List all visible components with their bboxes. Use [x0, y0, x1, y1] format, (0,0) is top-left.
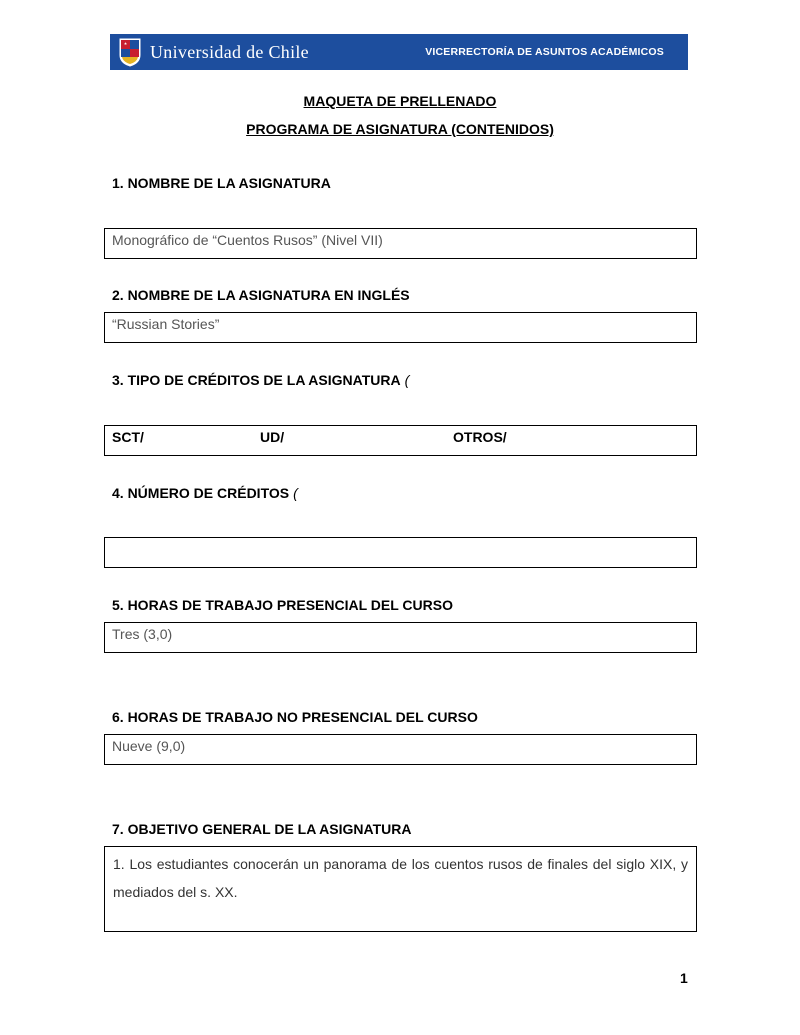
in-person-hours-value: Tres (3,0) — [112, 626, 173, 642]
credit-count-field[interactable] — [104, 537, 697, 568]
section-6-heading: 6. HORAS DE TRABAJO NO PRESENCIAL DEL CURSO — [112, 709, 478, 725]
section-1-heading: 1. NOMBRE DE LA ASIGNATURA — [112, 175, 331, 191]
page-number: 1 — [680, 970, 688, 986]
section-2-heading: 2. NOMBRE DE LA ASIGNATURA EN INGLÉS — [112, 287, 410, 303]
course-name-value: Monográfico de “Cuentos Rusos” (Nivel VII) — [112, 232, 383, 248]
header-banner — [110, 34, 688, 70]
university-brand — [118, 37, 309, 67]
section-4-heading — [112, 485, 298, 501]
university-name: Universidad de Chile — [150, 41, 309, 62]
in-person-hours-field[interactable] — [104, 622, 697, 653]
credit-type-otros: OTROS/ — [453, 429, 507, 445]
general-objective-value: 1. Los estudiantes conocerán un panorama de los cuentos rusos de finales del siglo XIX, y mediados del s. XX. — [113, 856, 688, 900]
credit-type-sct: SCT/ — [112, 429, 144, 445]
course-name-english-value: “Russian Stories” — [112, 316, 220, 332]
course-name-english-field[interactable] — [104, 312, 697, 343]
office-name: VICERRECTORÍA DE ASUNTOS ACADÉMICOS — [425, 46, 664, 58]
section-4-heading-text: 4. NÚMERO DE CRÉDITOS — [112, 485, 290, 501]
section-4-paren: ( — [293, 485, 298, 501]
general-objective-field[interactable] — [104, 846, 697, 932]
credit-type-field[interactable] — [104, 425, 697, 456]
section-5-heading: 5. HORAS DE TRABAJO PRESENCIAL DEL CURSO — [112, 597, 453, 613]
document-subtitle: PROGRAMA DE ASIGNATURA (CONTENIDOS) — [246, 121, 554, 137]
credit-type-ud: UD/ — [260, 429, 285, 445]
document-title: MAQUETA DE PRELLENADO — [303, 93, 497, 109]
section-7-heading: 7. OBJETIVO GENERAL DE LA ASIGNATURA — [112, 821, 412, 837]
section-3-paren: ( — [404, 372, 410, 388]
university-seal-icon — [118, 37, 142, 67]
course-name-field[interactable] — [104, 228, 697, 259]
section-3-heading-text: 3. TIPO DE CRÉDITOS DE LA ASIGNATURA — [112, 372, 401, 388]
remote-hours-value: Nueve (9,0) — [112, 738, 186, 754]
section-3-heading — [112, 372, 409, 388]
remote-hours-field[interactable] — [104, 734, 697, 765]
